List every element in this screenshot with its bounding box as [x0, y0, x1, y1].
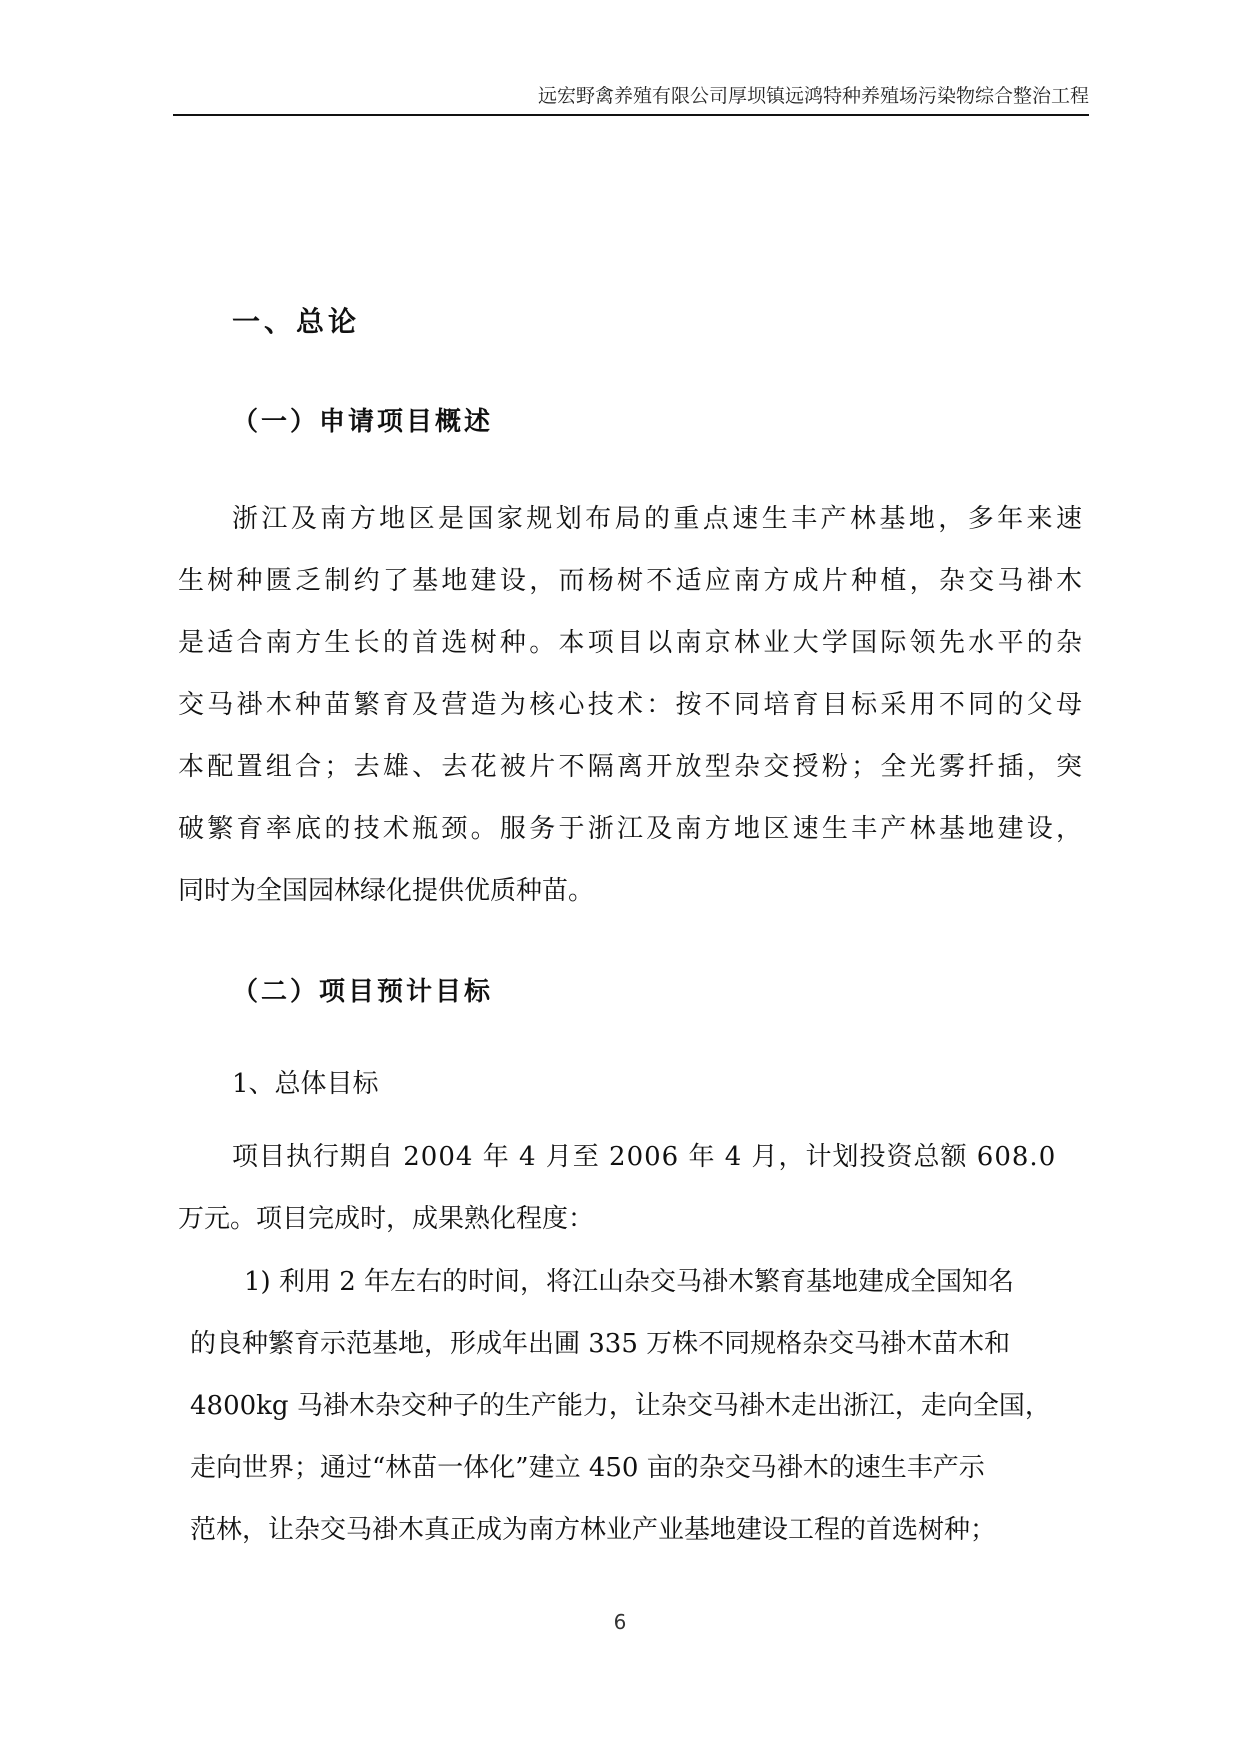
paragraph-line: 交马褂木种苗繁育及营造为核心技术：按不同培育目标采用不同的父母 [178, 690, 1082, 720]
header-rule [173, 114, 1089, 116]
list-item-line: 走向世界；通过“林苗一体化”建立 450 亩的杂交马褂木的速生丰产示 [190, 1453, 985, 1483]
page-header: 远宏野禽养殖有限公司厚坝镇远鸿特种养殖场污染物综合整治工程 [537, 85, 1089, 107]
list-item-line: 范林，让杂交马褂木真正成为南方林业产业基地建设工程的首选树种； [190, 1515, 997, 1545]
subsection-title-overview: （一）申请项目概述 [232, 407, 494, 437]
paragraph-line: 是适合南方生长的首选树种。本项目以南京林业大学国际领先水平的杂 [178, 628, 1082, 658]
list-item-line: 4800kg 马褂木杂交种子的生产能力，让杂交马褂木走出浙江，走向全国， [190, 1391, 1051, 1421]
paragraph-line: 浙江及南方地区是国家规划布局的重点速生丰产林基地，多年来速 [232, 504, 1082, 534]
list-item-line: 的良种繁育示范基地，形成年出圃 335 万株不同规格杂交马褂木苗木和 [190, 1329, 1011, 1359]
page-number: 6 [613, 1610, 627, 1634]
paragraph-line: 本配置组合；去雄、去花被片不隔离开放型杂交授粉；全光雾扦插，突 [178, 752, 1082, 782]
paragraph-line: 破繁育率底的技术瓶颈。服务于浙江及南方地区速生丰产林基地建设， [178, 814, 1082, 844]
subsection-title-goals: （二）项目预计目标 [232, 977, 494, 1007]
paragraph-line: 生树种匮乏制约了基地建设，而杨树不适应南方成片种植，杂交马褂木 [178, 566, 1082, 596]
paragraph-line: 同时为全国园林绿化提供优质种苗。 [178, 876, 595, 906]
section-title: 一、总论 [232, 305, 361, 338]
item-title: 1、总体目标 [232, 1069, 379, 1099]
paragraph-line: 万元。项目完成时，成果熟化程度： [178, 1204, 595, 1234]
list-item-line: 1) 利用 2 年左右的时间，将江山杂交马褂木繁育基地建成全国知名 [244, 1267, 1015, 1297]
paragraph-line: 项目执行期自 2004 年 4 月至 2006 年 4 月，计划投资总额 608.0 [232, 1142, 1057, 1172]
